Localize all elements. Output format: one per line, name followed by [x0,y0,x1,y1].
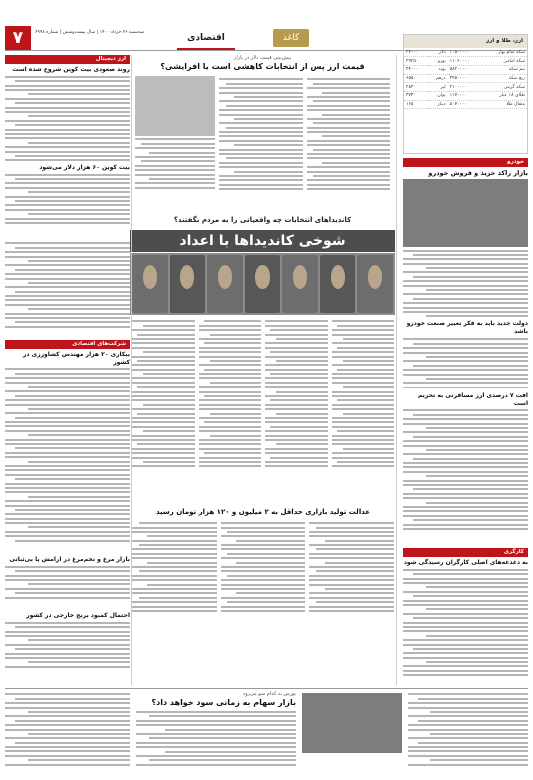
article-agri-engineers [5,340,130,550]
price-label: پوند [428,65,448,74]
price-value: ۲۹۲۵۰ [404,57,428,66]
price-value: ۵۰۷۰۰۰۰ [448,100,482,109]
stock-exchange-photo [302,693,402,753]
article-headline: بازار سهام به زمانی سود خواهد داد؟ [151,698,296,707]
price-label: یوان [428,91,448,100]
price-label: مثقال طلا [482,100,527,109]
article-currency [135,55,390,215]
section-tag: ارز دیجیتال [5,55,130,64]
article-wages [132,508,394,618]
price-label: سکه تمام بهار [482,48,527,57]
article-headline: قیمت ارز پس از انتخابات کاهشی است یا افزایشی؟ [160,62,365,71]
price-value: ۱۰۵۰۰۰۰۰ [448,48,482,57]
article-subhead: دولت جدید باید به فکر تغییر صنعت خودرو باشد [406,320,528,335]
article-headline: احتمال کمبود برنج خارجی در کشور [26,612,130,619]
section-title: اقتصادی [177,26,235,50]
price-value: ۳۴۵۰۰۰۰ [448,74,482,83]
article-candidates-body [132,318,394,496]
page-number: ۷ [5,26,31,50]
article-kicker: بورس به کدام سو می‌رود [242,691,296,697]
price-rows [404,48,527,109]
article-headline: بازار راکد خرید و فروش خودرو [428,169,528,177]
price-value: ۵۸۲۰۰۰۰ [448,65,482,74]
candidate-portrait [245,255,281,313]
price-label: یورو [428,57,448,66]
price-value: ۱۶۵ [404,100,428,109]
traffic-photo [403,179,528,247]
price-label: طلای ۱۸ عیار [482,91,527,100]
article-headline: عدالت تولید بازاری حداقل به ۲ میلیون و ۱۲۰ هزار تومان رسید [155,508,371,516]
article-digital-currency [5,240,130,335]
article-car-market [403,158,528,388]
price-value: ۲۴۰۰۰ [404,48,428,57]
banner-headline: شوخی کاندیداها با اعداد [130,230,395,252]
price-label: سکه گرمی [482,83,527,92]
candidate-portrait [320,255,356,313]
price-value: ۱۱۷۰۰۰۰ [448,91,482,100]
article-stock-market [5,688,528,776]
banner-kicker: کاندیداهای انتخابات چه واقعیاتی را به مردم نگفتند؟ [173,216,352,224]
price-value: ۲۱۰۰۰۰۰ [448,83,482,92]
price-label: نیم سکه [482,65,527,74]
price-value: ۳۴۰۰۰ [404,65,428,74]
article-poultry [5,556,130,611]
newspaper-logo: کاغذ [273,29,309,47]
article-workers [403,548,528,683]
article-subhead: بیت کوین ۶۰ هزار دلار می‌شود [39,163,130,171]
price-value: ۲۸۳۰ [404,83,428,92]
currency-photo [135,76,215,136]
candidate-portrait [170,255,206,313]
candidates-photo [130,253,395,315]
price-row [404,65,527,74]
section-tag: کارگری [403,548,528,557]
price-label: دینار [428,100,448,109]
price-row [404,48,527,57]
price-row [404,74,527,83]
candidate-portrait [207,255,243,313]
column-rule [131,55,132,685]
price-row [404,57,527,66]
price-table [403,34,528,154]
price-table-title: ارز، طلا و ارز [404,35,527,48]
price-label: سکه امامی [482,57,527,66]
article-headline: بیکاری ۲۰ هزار مهندس کشاورزی در کشور [23,351,130,366]
price-label: دلار [428,48,448,57]
price-row [404,83,527,92]
article-headline: روند صعودی بیت کوین شروع شده است [12,66,130,73]
article-bitcoin [5,55,130,235]
price-label: درهم [428,74,448,83]
article-travel-currency [403,392,528,542]
price-row [404,100,527,109]
price-label: ربع سکه [482,74,527,83]
candidate-portrait [132,255,168,313]
section-tag: شرکت‌های اقتصادی [5,340,130,349]
candidate-portrait [357,255,393,313]
article-rice [5,612,130,682]
section-tag: خودرو [403,158,528,167]
price-value: ۱۱۰۶۰۰۰۰ [448,57,482,66]
price-value: ۳۷۳۰ [404,91,428,100]
price-value: ۶۵۵۰ [404,74,428,83]
price-row [404,91,527,100]
article-headline: افت ۷ درصدی ارز مسافرتی به تحریم است [417,392,528,407]
date-line: سه‌شنبه ۲۶ خرداد ۱۴۰۰ | سال بیست‌وشش | شماره ۶۹۹۸ [35,30,145,35]
price-label: لیر [428,83,448,92]
column-rule [396,55,397,685]
article-headline: بازار مرغ و تخم‌مرغ در آرامش یا بی‌ثباتی [9,556,130,563]
candidate-portrait [282,255,318,313]
article-headline: به دغدغه‌های اصلی کارگران رسیدگی شود [403,559,528,566]
article-kicker: پیش‌بینی قیمت دلار در بازار [233,55,292,61]
